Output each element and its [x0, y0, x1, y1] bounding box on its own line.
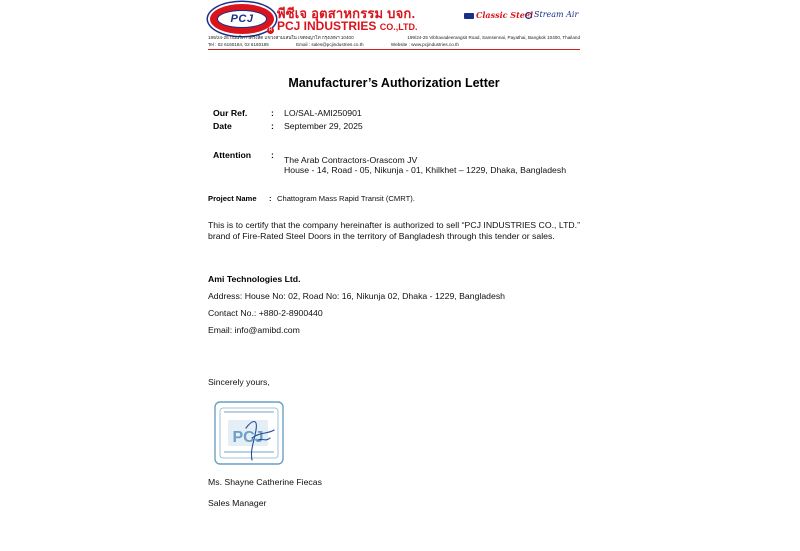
letterhead-contacts [208, 42, 580, 47]
attention-label: Attention [213, 150, 252, 160]
letterhead-divider [208, 49, 580, 50]
classic-steel-logo-icon [464, 13, 474, 19]
brand-classic-steel [464, 10, 533, 20]
date-colon: : [271, 121, 274, 131]
signatory-title: Sales Manager [208, 498, 267, 508]
project-name-label: Project Name [208, 194, 257, 203]
letterhead-address [208, 35, 580, 42]
our-ref-value: LO/SAL-AMI250901 [284, 108, 362, 118]
company-name-suffix: CO.,LTD. [379, 22, 418, 32]
attention-line-2: House - 14, Road - 05, Nikunja - 01, Khilkhet – 1229, Dhaka, Bangladesh [284, 165, 567, 175]
company-name-english [277, 19, 418, 33]
stamp-logo-text: PCJ [232, 429, 264, 446]
pcj-logo [208, 2, 276, 36]
company-stamp-signature [212, 398, 286, 468]
project-name-value: Chattogram Mass Rapid Transit (CMRT). [277, 194, 415, 203]
registered-mark-icon: R [268, 27, 273, 33]
dealer-contact: Contact No.: +880-2-8900440 [208, 308, 323, 318]
attention-line-1: The Arab Contractors-Orascom JV [284, 155, 418, 165]
stream-air-logo-icon [525, 12, 532, 19]
our-ref-colon: : [271, 108, 274, 118]
brand-classic-steel-label: Classic Steel [476, 10, 533, 20]
project-name-colon: : [269, 194, 272, 203]
pcj-logo-text: PCJ [217, 10, 267, 28]
dealer-name: Ami Technologies Ltd. [208, 274, 301, 284]
address-thai: 199/24-25 ถนนวิภาวดีรังสิต แขวงสามเสนใน เขตพญาไท กรุงเทพฯ 10400 [208, 35, 354, 40]
company-name-main: PCJ INDUSTRIES [277, 19, 377, 33]
attention-colon: : [271, 150, 274, 160]
our-ref-label: Our Ref. [213, 108, 248, 118]
letter-title: Manufacturer’s Authorization Letter [288, 76, 500, 90]
address-english: 199/24-25 Vibhavadeerangsit Road, Samsennai, Payathai, Bangkok 10400, Thailand [407, 35, 580, 40]
date-label: Date [213, 121, 232, 131]
letterhead-tel: Tel : 02 6160184, 02 6160185 [208, 42, 269, 47]
letterhead-email: Email : sales@pcjindustries.co.th [296, 42, 364, 47]
brand-stream-air [525, 10, 578, 19]
brand-stream-air-label: Stream Air [534, 10, 579, 19]
date-value: September 29, 2025 [284, 121, 363, 131]
company-name-thai: พีซีเจ อุตสาหกรรม บจก. [277, 6, 416, 21]
dealer-address: Address: House No: 02, Road No: 16, Nikunja 02, Dhaka - 1229, Bangladesh [208, 291, 506, 301]
signatory-name: Ms. Shayne Catherine Fiecas [208, 477, 322, 487]
certification-paragraph: This is to certify that the company hereinafter is authorized to sell “PCJ INDUSTRIES CO., LTD.” brand of Fire-Rated Steel Doors in the territory of Bangladesh through this tender or sales. [208, 220, 580, 241]
letterhead-website: Website : www.pcjindustries.co.th [390, 42, 459, 47]
dealer-email: Email: info@amibd.com [208, 325, 300, 335]
closing-salutation: Sincerely yours, [208, 377, 270, 387]
